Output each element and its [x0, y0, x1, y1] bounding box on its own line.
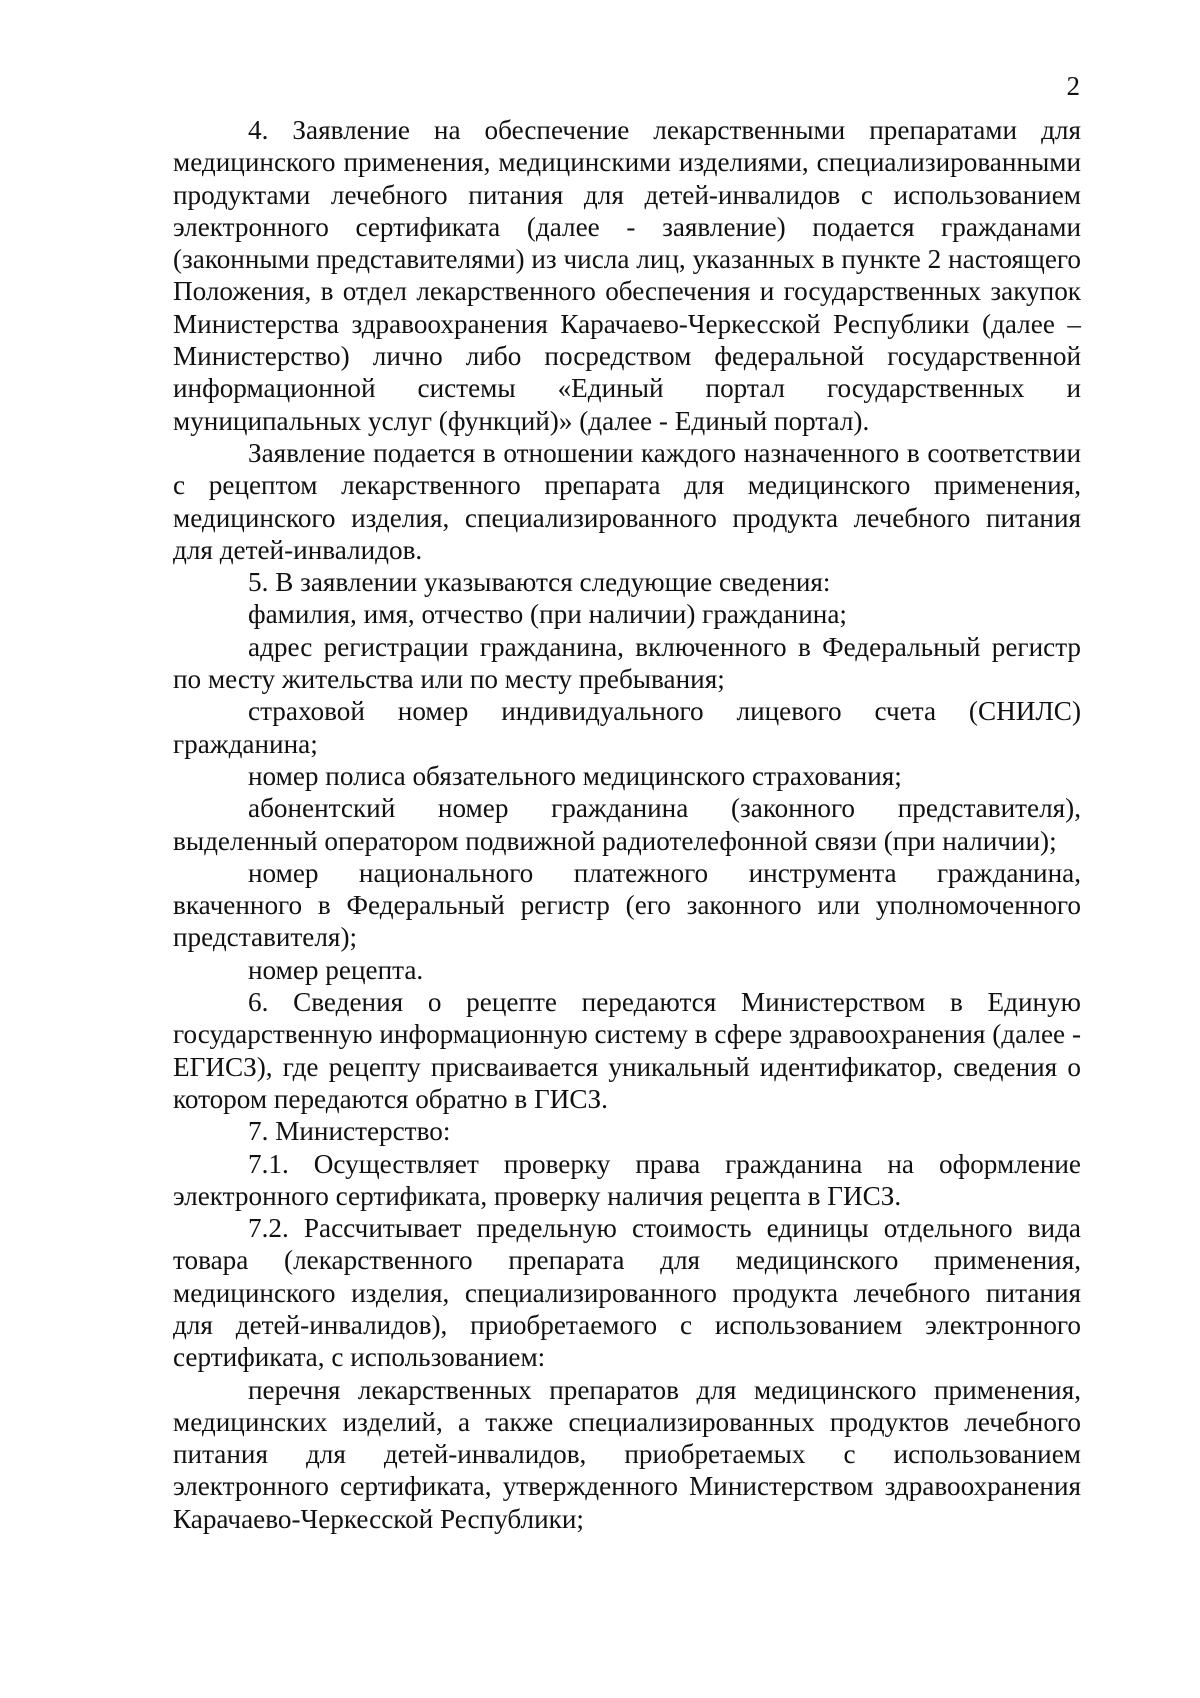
- paragraph-7-1-verification: 7.1. Осуществляет проверку права гражданина на оформление электронного сертификата, проверку наличия рецепта в ГИСЗ.: [173, 1148, 1081, 1211]
- item-registration-address: адрес регистрации гражданина, включенного в Федеральный регистр по месту жительства или по месту пребывания;: [173, 631, 1081, 695]
- item-phone-number: абонентский номер гражданина (законного представителя), выделенный оператором подвижной радиотелефонной связи (при наличии);: [173, 793, 1081, 856]
- paragraph-7-ministry: 7. Министерство:: [248, 1116, 451, 1147]
- item-insurance-policy: номер полиса обязательного медицинского страхования;: [248, 760, 902, 791]
- item-snils: страховой номер индивидуального лицевого счета (СНИЛС) гражданина;: [173, 696, 1081, 759]
- paragraph-7-2-price-calculation: 7.2. Рассчитывает предельную стоимость единицы отдельного вида товара (лекарственного препарата для медицинского применения, медицинского изделия, специализированного продукта лечебного питания для детей-инвалидов), приобретаемого с использованием электронного сертификата, с использованием:: [173, 1213, 1081, 1373]
- document-body: [173, 114, 1081, 1535]
- page-number: 2: [1066, 71, 1080, 101]
- item-approved-list: перечня лекарственных препаратов для медицинского применения, медицинских изделий, а также специализированных продуктов лечебного питания для детей-инвалидов, приобретаемых с использованием электронного сертификата, утвержденного Министерством здравоохранения Карачаево-Черкесской Республики;: [173, 1374, 1081, 1534]
- item-full-name: фамилия, имя, отчество (при наличии) гражданина;: [248, 599, 847, 630]
- paragraph-application-per-prescription: Заявление подается в отношении каждого назначенного в соответствии с рецептом лекарственного препарата для медицинского применения, медицинского изделия, специализированного продукта лечебного питания для детей-инвалидов.: [173, 437, 1081, 565]
- paragraph-5-application-contents: 5. В заявлении указываются следующие сведения:: [248, 567, 831, 598]
- paragraph-4-application: 4. Заявление на обеспечение лекарственными препаратами для медицинского применения, медицинскими изделиями, специализированными продуктами лечебного питания для детей-инвалидов с использованием электронного сертификата (далее - заявление) подается гражданами (законными представителями) из числа лиц, указанных в пункте 2 настоящего Положения, в отдел лекарственного обеспечения и государственных закупок Министерства здравоохранения Карачаево-Черкесской Республики (далее – Министерство) лично либо посредством федеральной государственной информационной системы «Единый портал государственных и муниципальных услуг (функций)» (далее - Единый портал).: [173, 115, 1081, 436]
- item-prescription-number: номер рецепта.: [248, 954, 424, 985]
- paragraph-6-prescription-data: 6. Сведения о рецепте передаются Министерством в Единую государственную информационную систему в сфере здравоохранения (далее - ЕГИСЗ), где рецепту присваивается уникальный идентификатор, сведения о котором передаются обратно в ГИСЗ.: [173, 987, 1081, 1114]
- item-payment-instrument: номер национального платежного инструмента гражданина, вкаченного в Федеральный регистр (его законного или уполномоченного представителя);: [173, 857, 1081, 953]
